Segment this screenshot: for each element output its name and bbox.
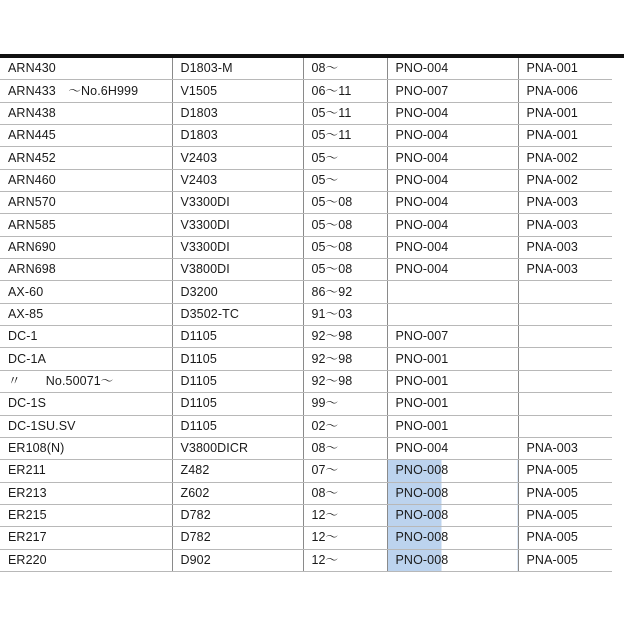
pna-cell: PNA-002	[518, 147, 612, 169]
model-cell: ER211	[0, 460, 172, 482]
engine-cell: D1803	[172, 125, 303, 147]
pno-cell: PNO-004	[387, 236, 518, 258]
pna-cell	[518, 393, 612, 415]
year-cell: 08～	[303, 482, 387, 504]
model-cell: ARN460	[0, 169, 172, 191]
engine-cell: D1105	[172, 326, 303, 348]
table-row	[0, 326, 612, 348]
year-cell: 07～	[303, 460, 387, 482]
pno-cell: PNO-004	[387, 169, 518, 191]
engine-cell: D3200	[172, 281, 303, 303]
model-cell: ARN452	[0, 147, 172, 169]
table-row	[0, 504, 612, 526]
parts-table	[0, 58, 612, 572]
table-row	[0, 169, 612, 191]
engine-cell: V3300DI	[172, 214, 303, 236]
pno-cell: PNO-008	[387, 460, 518, 482]
pno-cell: PNO-008	[387, 482, 518, 504]
model-cell: ER108(N)	[0, 437, 172, 459]
pno-cell: PNO-004	[387, 192, 518, 214]
year-cell: 12～	[303, 527, 387, 549]
table-row	[0, 259, 612, 281]
engine-cell: V3300DI	[172, 236, 303, 258]
table-row	[0, 527, 612, 549]
table-row	[0, 549, 612, 571]
model-cell: ER213	[0, 482, 172, 504]
table-row	[0, 281, 612, 303]
model-cell: ARN430	[0, 58, 172, 80]
pna-cell	[518, 348, 612, 370]
model-cell: 〃 No.50071～	[0, 370, 172, 392]
pno-cell: PNO-001	[387, 348, 518, 370]
model-cell: DC-1A	[0, 348, 172, 370]
engine-cell: D1105	[172, 415, 303, 437]
engine-cell: D3502-TC	[172, 303, 303, 325]
engine-cell: D1105	[172, 348, 303, 370]
table-row	[0, 102, 612, 124]
year-cell: 92～98	[303, 326, 387, 348]
pno-cell: PNO-004	[387, 259, 518, 281]
pno-cell: PNO-001	[387, 393, 518, 415]
parts-table-body	[0, 58, 612, 571]
model-cell: ARN585	[0, 214, 172, 236]
model-cell: AX-60	[0, 281, 172, 303]
pna-cell: PNA-006	[518, 80, 612, 102]
model-cell: DC-1SU.SV	[0, 415, 172, 437]
engine-cell: V2403	[172, 169, 303, 191]
model-cell: DC-1S	[0, 393, 172, 415]
pna-cell: PNA-005	[518, 527, 612, 549]
year-cell: 91～03	[303, 303, 387, 325]
engine-cell: Z602	[172, 482, 303, 504]
pna-cell: PNA-003	[518, 214, 612, 236]
engine-cell: V3300DI	[172, 192, 303, 214]
engine-cell: D782	[172, 504, 303, 526]
pna-cell: PNA-002	[518, 169, 612, 191]
engine-cell: D1803-M	[172, 58, 303, 80]
pno-cell: PNO-004	[387, 437, 518, 459]
pno-cell: PNO-004	[387, 58, 518, 80]
engine-cell: V3800DI	[172, 259, 303, 281]
pna-cell: PNA-001	[518, 102, 612, 124]
model-cell: DC-1	[0, 326, 172, 348]
table-row	[0, 192, 612, 214]
pno-cell: PNO-004	[387, 214, 518, 236]
pno-cell: PNO-001	[387, 415, 518, 437]
table-row	[0, 80, 612, 102]
model-cell: ER215	[0, 504, 172, 526]
table-row	[0, 370, 612, 392]
pna-cell	[518, 303, 612, 325]
year-cell: 12～	[303, 549, 387, 571]
model-cell: ARN570	[0, 192, 172, 214]
pno-cell: PNO-008	[387, 527, 518, 549]
year-cell: 06～11	[303, 80, 387, 102]
engine-cell: D1105	[172, 370, 303, 392]
year-cell: 05～08	[303, 192, 387, 214]
model-cell: ARN698	[0, 259, 172, 281]
model-cell: ER220	[0, 549, 172, 571]
table-row	[0, 437, 612, 459]
year-cell: 08～	[303, 437, 387, 459]
pna-cell: PNA-005	[518, 482, 612, 504]
table-row	[0, 303, 612, 325]
table-row	[0, 147, 612, 169]
pno-cell: PNO-004	[387, 102, 518, 124]
table-row	[0, 482, 612, 504]
pno-cell	[387, 303, 518, 325]
pno-cell: PNO-007	[387, 80, 518, 102]
model-cell: AX-85	[0, 303, 172, 325]
table-row	[0, 348, 612, 370]
engine-cell: D1803	[172, 102, 303, 124]
year-cell: 02～	[303, 415, 387, 437]
year-cell: 05～	[303, 169, 387, 191]
pna-cell: PNA-005	[518, 460, 612, 482]
engine-cell: V1505	[172, 80, 303, 102]
pna-cell: PNA-003	[518, 192, 612, 214]
pno-cell	[387, 281, 518, 303]
pna-cell: PNA-005	[518, 504, 612, 526]
year-cell: 92～98	[303, 348, 387, 370]
pna-cell: PNA-005	[518, 549, 612, 571]
table-row	[0, 393, 612, 415]
table-row	[0, 460, 612, 482]
model-cell: ER217	[0, 527, 172, 549]
engine-cell: Z482	[172, 460, 303, 482]
pna-cell: PNA-001	[518, 125, 612, 147]
engine-cell: V3800DICR	[172, 437, 303, 459]
year-cell: 86～92	[303, 281, 387, 303]
pno-cell: PNO-004	[387, 147, 518, 169]
engine-cell: V2403	[172, 147, 303, 169]
pno-cell: PNO-008	[387, 549, 518, 571]
engine-cell: D902	[172, 549, 303, 571]
model-cell: ARN438	[0, 102, 172, 124]
year-cell: 05～	[303, 147, 387, 169]
year-cell: 05～08	[303, 236, 387, 258]
pna-cell	[518, 326, 612, 348]
year-cell: 05～11	[303, 102, 387, 124]
pno-cell: PNO-001	[387, 370, 518, 392]
model-cell: ARN433 ～No.6H999	[0, 80, 172, 102]
year-cell: 05～11	[303, 125, 387, 147]
engine-cell: D1105	[172, 393, 303, 415]
year-cell: 99～	[303, 393, 387, 415]
year-cell: 05～08	[303, 259, 387, 281]
year-cell: 92～98	[303, 370, 387, 392]
pna-cell	[518, 281, 612, 303]
year-cell: 05～08	[303, 214, 387, 236]
pna-cell: PNA-001	[518, 58, 612, 80]
model-cell: ARN690	[0, 236, 172, 258]
pna-cell: PNA-003	[518, 437, 612, 459]
pna-cell	[518, 415, 612, 437]
table-row	[0, 125, 612, 147]
table-row	[0, 236, 612, 258]
pna-cell	[518, 370, 612, 392]
pno-cell: PNO-004	[387, 125, 518, 147]
pna-cell: PNA-003	[518, 236, 612, 258]
table-row	[0, 214, 612, 236]
year-cell: 08～	[303, 58, 387, 80]
model-cell: ARN445	[0, 125, 172, 147]
pno-cell: PNO-007	[387, 326, 518, 348]
table-row	[0, 415, 612, 437]
parts-sheet	[0, 54, 624, 572]
table-row	[0, 58, 612, 80]
pno-cell: PNO-008	[387, 504, 518, 526]
pna-cell: PNA-003	[518, 259, 612, 281]
engine-cell: D782	[172, 527, 303, 549]
year-cell: 12～	[303, 504, 387, 526]
